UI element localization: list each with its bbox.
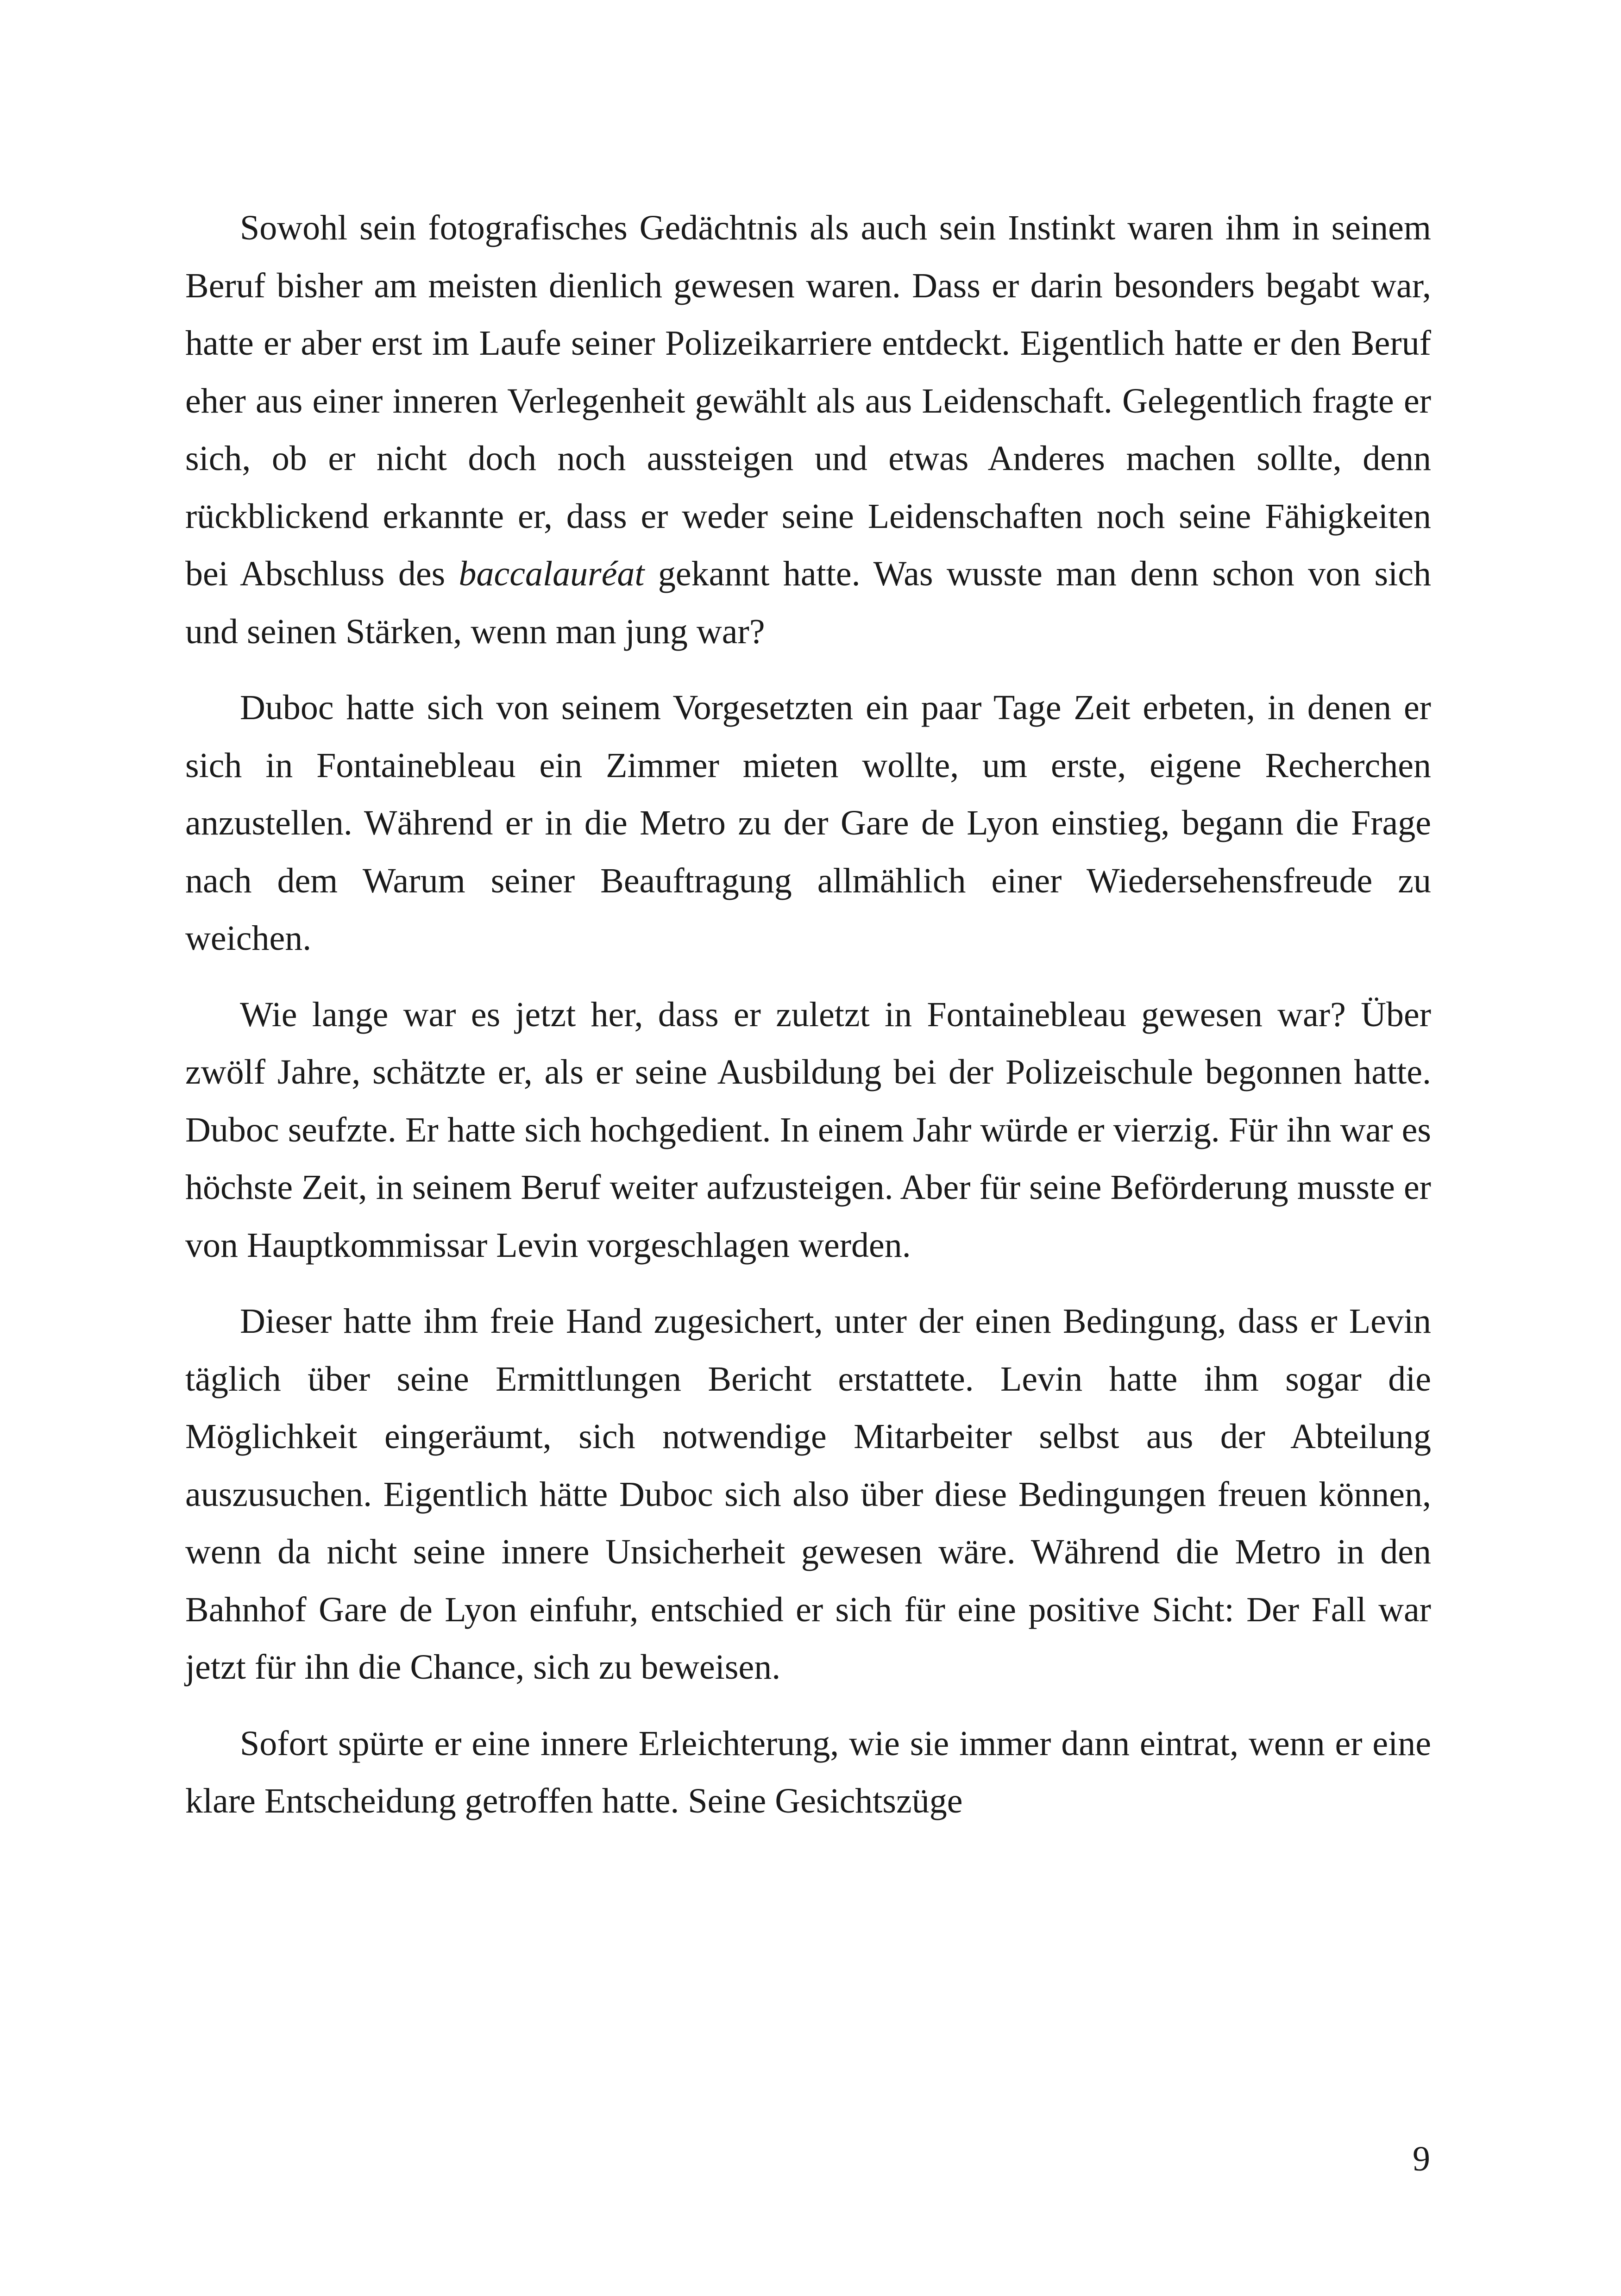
paragraph-4 [185, 1292, 1431, 1696]
paragraph-2 [185, 679, 1431, 967]
paragraph-3 [185, 986, 1431, 1274]
paragraph-5 [185, 1715, 1431, 1830]
paragraph-text: Sowohl sein fotografisches Gedächtnis als auch sein Instinkt waren ihm in seinem Beruf bisher am meisten dienlich gewesen waren. Dass er darin besonders begabt war, hatte er aber erst im Laufe seiner Polizeikarriere entdeckt. Eigentlich hatte er den Beruf eher aus einer inneren Verlegenheit gewählt als aus Leidenschaft. Gelegentlich fragte er sich, ob er nicht doch noch aussteigen und etwas Anderes machen sollte, denn rückblickend erkannte er, dass er weder seine Leidenschaften noch seine Fähigkeiten bei Abschluss des [185, 208, 1431, 593]
paragraph-text: gekannt hatte. Was wusste man denn schon von sich und seinen Stärken, wenn man jung war? [185, 554, 1431, 651]
paragraph-text: Dieser hatte ihm freie Hand zugesichert, unter der einen Bedingung, dass er Levin täglich über seine Ermittlungen Bericht erstattete. Levin hatte ihm sogar die Möglichkeit eingeräumt, sich notwendige Mitarbeiter selbst aus der Abteilung auszusuchen. Eigentlich hätte Duboc sich also über diese Bedingungen freuen können, wenn da nicht seine innere Unsicherheit gewesen wäre. Während die Metro in den Bahnhof Gare de Lyon einfuhr, entschied er sich für eine positive Sicht: Der Fall war jetzt für ihn die Chance, sich zu beweisen. [185, 1302, 1431, 1687]
italic-term: baccalauréat [459, 554, 645, 593]
paragraph-text: Sofort spürte er eine innere Erleichterung, wie sie immer dann eintrat, wenn er eine klare Entscheidung getroffen hatte. Seine Gesichtszüge [185, 1724, 1431, 1820]
page-number: 9 [1413, 2139, 1430, 2178]
paragraph-text: Duboc hatte sich von seinem Vorgesetzten ein paar Tage Zeit erbeten, in denen er sich in Fontainebleau ein Zimmer mieten wollte, um erste, eigene Recherchen anzustellen. Während er in die Metro zu der Gare de Lyon einstieg, begann die Frage nach dem Warum seiner Beauftragung allmählich einer Wiedersehensfreude zu weichen. [185, 688, 1431, 958]
body-text [185, 199, 1431, 1830]
paragraph-text: Wie lange war es jetzt her, dass er zuletzt in Fontainebleau gewesen war? Über zwölf Jahre, schätzte er, als er seine Ausbildung bei der Polizeischule begonnen hatte. Duboc seufzte. Er hatte sich hochgedient. In einem Jahr würde er vierzig. Für ihn war es höchste Zeit, in seinem Beruf weiter aufzusteigen. Aber für seine Beförderung musste er von Hauptkommissar Levin vorgeschlagen werden. [185, 995, 1431, 1265]
paragraph-1 [185, 199, 1431, 660]
